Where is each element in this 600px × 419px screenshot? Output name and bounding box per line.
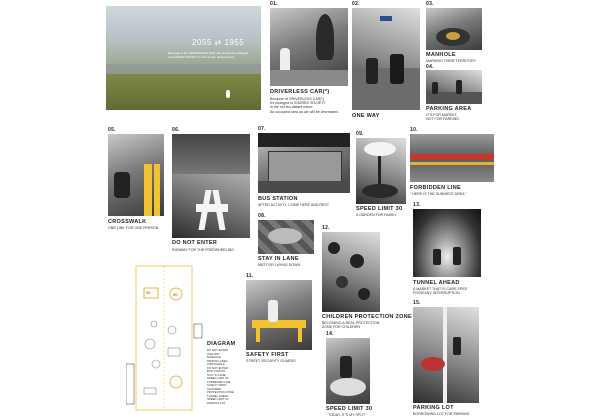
- diagram-legend-item: TUNNEL AHEAD: [207, 393, 229, 398]
- diagram-title: DIAGRAM: [207, 341, 236, 347]
- panel-01-photo: [270, 8, 348, 86]
- panel-04-title: PARKING AREA: [426, 106, 472, 112]
- panel-15-title: PARKING LOT: [413, 405, 454, 411]
- panel-12-caption-2: ZONE FOR CHILDREN: [322, 325, 360, 329]
- panel-04-caption-1: IT'S FOR MARKET,: [426, 113, 458, 117]
- panel-08-photo: [258, 220, 314, 254]
- panel-14-caption: " TODAY, IT'S MY SPOT ": [326, 413, 368, 417]
- panel-11-number: 11.: [246, 273, 254, 279]
- diagram-legend-item: PARKING LOT: [207, 400, 226, 405]
- panel-06-number: 06.: [172, 127, 180, 133]
- panel-09-title: SPEED LIMIT 30: [356, 206, 403, 212]
- panel-14-number: 14.: [326, 331, 334, 337]
- diagram-road-label-2: 30: [173, 292, 178, 297]
- panel-03-title: MANHOLE: [426, 52, 456, 58]
- panel-10-title: FORBIDDEN LINE: [410, 185, 461, 191]
- diagram-legend-item: BUS STATION: [207, 369, 226, 373]
- diagram-legend-item: SPEED LIMIT 30: [207, 397, 229, 401]
- panel-03-caption: MARKING THEIR TERRITORY: [426, 59, 477, 63]
- diagram-legend-item: FORBIDDEN LINE: [207, 379, 231, 384]
- panel-08-caption: MAT FOR LAYING DOWN: [258, 263, 301, 267]
- panel-03-photo: [426, 8, 482, 50]
- panel-14-photo: [326, 338, 370, 404]
- diagram-plan-svg: [126, 264, 210, 414]
- panel-05-title: CROSSWALK: [108, 219, 147, 225]
- panel-01-caption-line: in the not too distant future.: [270, 105, 314, 110]
- diagram-legend: [207, 349, 234, 405]
- panel-01-number: 01.: [270, 1, 278, 7]
- panel-01-caption: [270, 97, 339, 114]
- hero-caption-2: to SHARED SOCIETY in the not too distant future.: [168, 55, 235, 59]
- diagram-road-label-1: 30: [146, 290, 151, 295]
- panel-13-caption-1: A MARKET THAT IS CARE-FREE: [413, 287, 468, 291]
- panel-01-caption-line: it's changed to SHARED SOCIETY: [270, 101, 326, 106]
- panel-15-photo: [413, 307, 479, 403]
- hero-title: 2055 ⇄ 1955: [192, 38, 245, 47]
- panel-09-photo: [356, 138, 406, 204]
- diagram-legend-item: DO NOT ENTER: [207, 348, 229, 352]
- diagram-legend-item: MANHOLE: [207, 355, 221, 359]
- panel-12-number: 12.: [322, 225, 330, 231]
- panel-07-photo: [258, 133, 350, 193]
- panel-01-title: DRIVERLESS CAR(*): [270, 89, 330, 95]
- hero-image: [106, 6, 261, 110]
- panel-05-number: 05.: [108, 127, 116, 133]
- diagram-legend-item: CHILDREN: [207, 386, 222, 391]
- diagram-legend-item: SPEED LIMIT 30: [207, 376, 229, 380]
- panel-02-number: 02.: [352, 1, 360, 7]
- panel-05-photo: [108, 134, 164, 216]
- diagram-legend-item: SAFETY FIRST: [207, 383, 227, 387]
- panel-11-caption: STREET SECURITY GUARDS: [246, 359, 296, 363]
- panel-13-photo: [413, 209, 481, 277]
- panel-11-title: SAFETY FIRST: [246, 352, 289, 358]
- panel-05-caption: ONE LINE FOR ONE PERSON: [108, 226, 159, 230]
- panel-14-title: SPEED LIMIT 30: [326, 406, 373, 412]
- panel-06-photo: [172, 134, 250, 238]
- panel-03-number: 03.: [426, 1, 434, 7]
- panel-13-title: TUNNEL AHEAD: [413, 280, 460, 286]
- panel-15-caption: BORROWING LOT FOR PARKING: [413, 412, 470, 416]
- panel-01-caption-line: Because of DRIVERLESS CAR(*),: [270, 97, 326, 101]
- panel-07-number: 07.: [258, 126, 266, 132]
- panel-13-caption-2: FROM ANY INTERRUPTION: [413, 291, 460, 295]
- diagram-legend-item: CROSSWALK: [207, 362, 225, 366]
- panel-04-caption-2: NOT FOR PARKING: [426, 117, 460, 121]
- panel-07-caption: AFTER ACTIVITY, COME HERE AND REST: [258, 203, 330, 207]
- diagram-legend-item: STAY IN LANE: [207, 372, 226, 377]
- diagram-legend-item: DO NOT ENTER: [207, 365, 229, 370]
- panel-08-number: 08.: [258, 213, 266, 219]
- panel-07-title: BUS STATION: [258, 196, 298, 202]
- diagram-legend-item: PROTECTION ZONE: [207, 390, 234, 394]
- panel-13-number: 13.: [413, 202, 421, 208]
- diagram-legend-item: ONE WAY: [207, 351, 220, 356]
- panel-04-number: 04.: [426, 64, 434, 70]
- panel-06-title: DO NOT ENTER: [172, 240, 218, 246]
- panel-10-caption: " HERE IS THE SUNNIEST AREA ": [410, 192, 467, 196]
- panel-10-photo: [410, 134, 494, 182]
- panel-08-title: STAY IN LANE: [258, 256, 299, 262]
- panel-01-caption-line: An occupied area as car will be decreased.: [270, 109, 339, 114]
- panel-09-caption: A GARDEN FOR FAMILY: [356, 213, 397, 217]
- panel-04-photo: [426, 70, 482, 104]
- panel-06-caption: RUNWAY FOR THE FREEWHEELING: [172, 248, 234, 252]
- diagram-legend-item: PARKING AREA: [207, 358, 228, 363]
- panel-12-photo: [322, 232, 380, 312]
- hero-caption-1: Because of the DRIVERLESS CAR, the streets are changed: [168, 51, 249, 55]
- panel-11-photo: [246, 280, 312, 350]
- panel-02-title: ONE WAY: [352, 113, 380, 119]
- panel-12-caption-1: BECOMING A REAL PROTECTION: [322, 321, 380, 325]
- panel-02-photo: [352, 8, 420, 110]
- panel-10-number: 10.: [410, 127, 418, 133]
- panel-09-number: 09.: [356, 131, 364, 137]
- panel-15-number: 15.: [413, 300, 421, 306]
- panel-12-title: CHILDREN PROTECTION ZONE: [322, 314, 413, 320]
- diagram-plan: [126, 264, 210, 414]
